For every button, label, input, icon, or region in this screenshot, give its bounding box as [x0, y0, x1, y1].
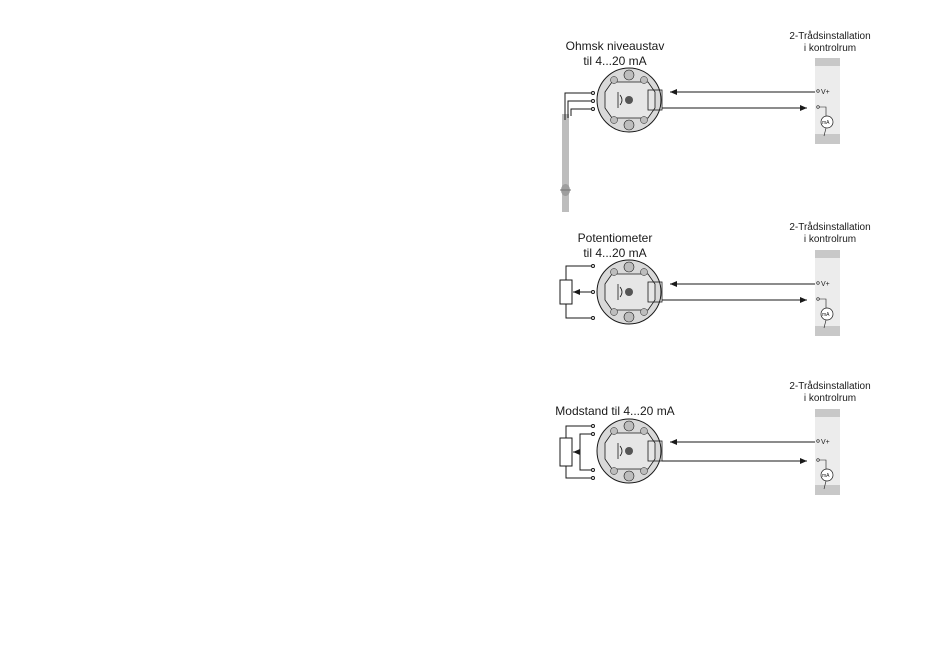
signal-lines — [662, 284, 815, 300]
signal-lines — [662, 92, 815, 108]
level-probe — [560, 114, 571, 212]
resistor — [560, 425, 595, 480]
vplus-label-2: V+ — [821, 281, 830, 288]
transmitter-device — [597, 419, 662, 483]
vplus-label-1: V+ — [821, 89, 830, 96]
meter-label-1: mA — [822, 120, 830, 126]
control-room-panel — [815, 409, 840, 495]
vplus-label-3: V+ — [821, 439, 830, 446]
probe-wires — [565, 92, 595, 121]
control-room-panel — [815, 250, 840, 336]
transmitter-device — [597, 68, 662, 132]
diagram-2 — [560, 250, 840, 336]
sensor-title-2: Potentiometer til 4...20 mA — [577, 231, 653, 260]
meter-label-3: mA — [822, 473, 830, 479]
meter-label-2: mA — [822, 312, 830, 318]
diagram-3 — [560, 409, 840, 495]
signal-lines — [662, 442, 815, 461]
room-title-3: 2-Trådsinstallation i kontrolrum — [789, 381, 871, 404]
sensor-title-1: Ohmsk niveaustav til 4...20 mA — [565, 39, 665, 68]
sensor-title-3: Modstand til 4...20 mA — [555, 404, 675, 418]
transmitter-device — [597, 260, 662, 324]
room-title-1: 2-Trådsinstallation i kontrolrum — [789, 31, 871, 54]
control-room-panel — [815, 58, 840, 144]
diagram-1 — [560, 58, 840, 212]
room-title-2: 2-Trådsinstallation i kontrolrum — [789, 222, 871, 245]
potentiometer — [560, 265, 595, 320]
